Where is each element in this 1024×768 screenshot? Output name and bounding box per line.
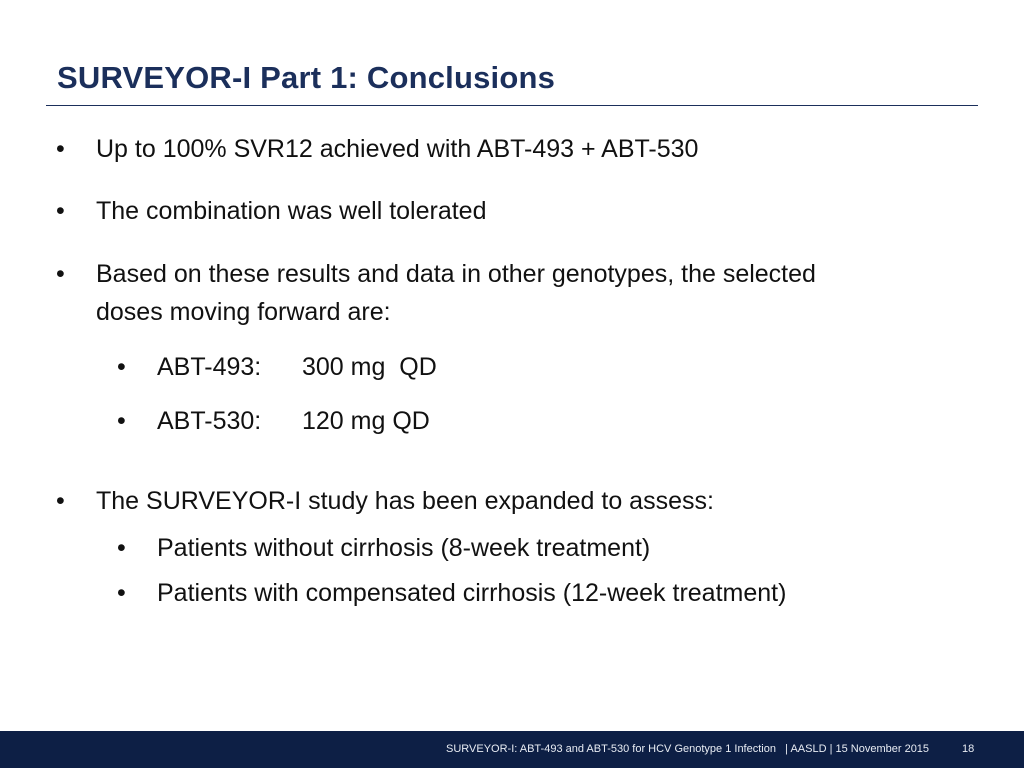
expansion-text: Patients with compensated cirrhosis (12-week treatment) [157,579,787,607]
page-number: 18 [962,743,975,755]
bullet-dot: • [56,260,65,288]
dose-drug-name: ABT-530: [157,407,262,435]
bullet-text-line-2: doses moving forward are: [96,298,391,326]
bullet-text: The combination was well tolerated [96,197,487,225]
bullet-dot: • [117,579,126,607]
slide-title: SURVEYOR-I Part 1: Conclusions [57,60,556,95]
bullet-text: The SURVEYOR-I study has been expanded to assess: [96,487,714,515]
footer-text: SURVEYOR-I: ABT-493 and ABT-530 for HCV Genotype 1 Infection | AASLD | 15 November 2015 [446,743,930,755]
bullet-dot: • [56,197,65,225]
footer-bar [0,731,1024,768]
bullet-dot: • [117,534,126,562]
bullet-dot: • [56,135,65,163]
bullet-dot: • [56,487,65,515]
bullet-text-line-1: Based on these results and data in other genotypes, the selected [96,260,816,288]
expansion-text: Patients without cirrhosis (8-week treatment) [157,534,651,562]
dose-value: 120 mg QD [302,407,430,435]
bullet-dot: • [117,407,126,435]
title-divider [46,105,978,106]
dose-drug-name: ABT-493: [157,353,262,381]
bullet-text: Up to 100% SVR12 achieved with ABT-493 + ABT-530 [96,135,699,163]
dose-value: 300 mg QD [302,353,437,381]
bullet-dot: • [117,353,126,381]
